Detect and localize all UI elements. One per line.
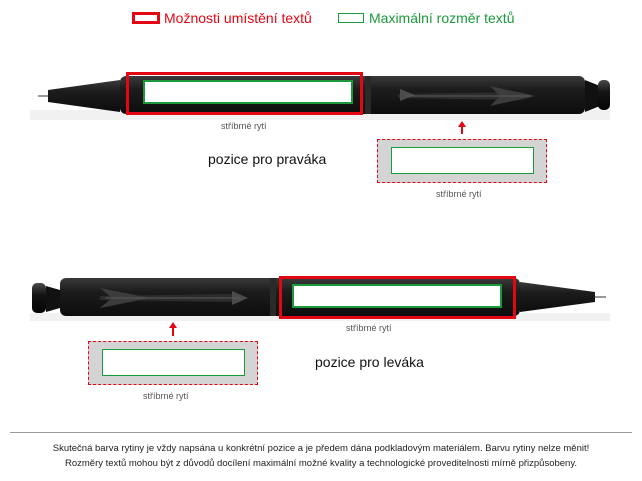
left-inset-text-box [102,349,245,376]
right-text-max-box [143,80,353,104]
left-position-label: pozice pro leváka [315,354,424,370]
footer-note-line-1: Skutečná barva rytiny je vždy napsána u konkrétní pozice a je předem dána podkladovým materiálem. Barvu rytiny nelze měnit! [52,443,590,454]
right-position-label: pozice pro praváka [208,151,327,167]
left-text-max-box [292,284,502,308]
footer-divider [10,432,632,433]
right-inset-text-box [391,147,534,174]
left-inset-label: stříbrné rytí [143,391,189,401]
legend-placement-swatch [132,12,160,24]
left-arrow-shaft [172,327,174,336]
right-inset-label: stříbrné rytí [436,189,482,199]
legend-max-size-swatch [338,13,364,23]
legend-max-size-label: Maximální rozměr textů [369,10,515,26]
footer-note-line-2: Rozměry textů mohou být z důvodů docílení maximální možné kvality a technologické proveditelnosti mírně přizpůsobeny. [64,458,578,469]
legend-placement-label: Možnosti umístění textů [164,10,312,26]
left-engraving-label: stříbrné rytí [346,323,392,333]
right-engraving-label: stříbrné rytí [221,121,267,131]
right-arrow-shaft [461,126,463,134]
